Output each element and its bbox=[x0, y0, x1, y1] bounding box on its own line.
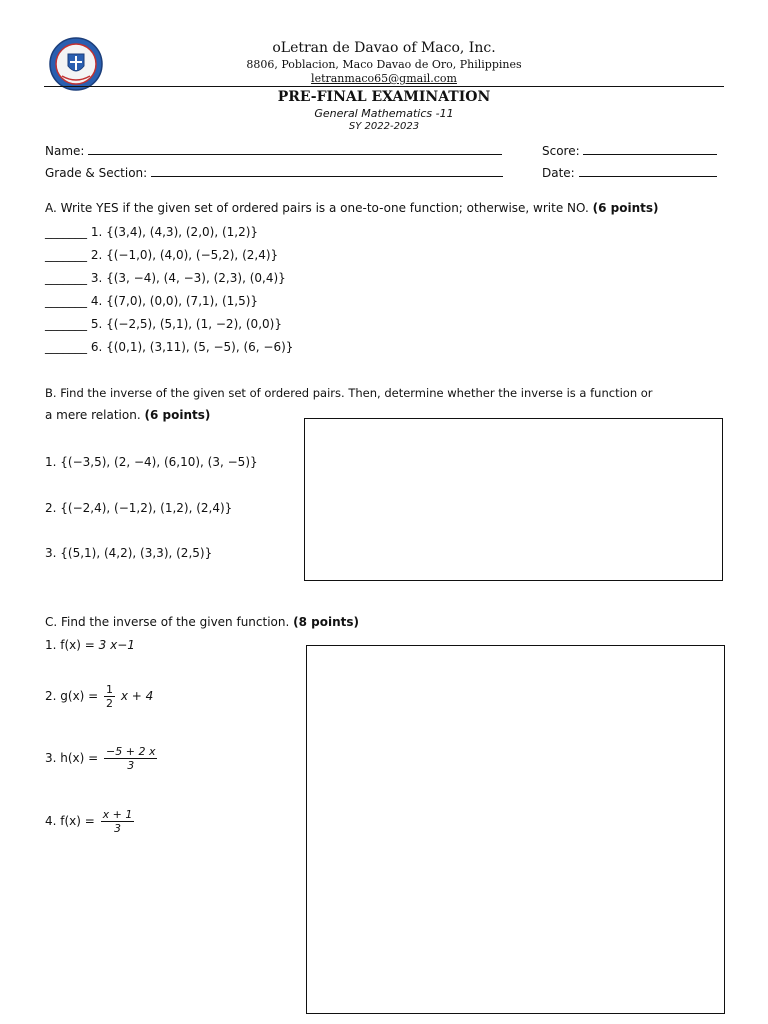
section-a-text: A. Write YES if the given set of ordered pairs is a one-to-one function; otherwise, write NO. bbox=[45, 201, 589, 215]
section-c-item bbox=[45, 808, 136, 835]
item-text: 2. {(−1,0), (4,0), (−5,2), (2,4)} bbox=[90, 248, 279, 262]
item-text: 4. {(7,0), (0,0), (7,1), (1,5)} bbox=[90, 294, 259, 308]
section-c-points: (8 points) bbox=[293, 615, 360, 629]
section-b-item: 3. {(5,1), (4,2), (3,3), (2,5)} bbox=[45, 546, 213, 560]
section-a-item bbox=[45, 340, 293, 354]
name-row bbox=[45, 142, 502, 158]
section-b-instruction-line2 bbox=[45, 408, 210, 422]
score-field[interactable] bbox=[583, 142, 717, 155]
function-label: 2. g(x) = bbox=[45, 689, 99, 703]
section-c-instruction bbox=[45, 615, 359, 629]
item-text: 6. {(0,1), (3,11), (5, −5), (6, −6)} bbox=[90, 340, 294, 354]
function-label: 4. f(x) = bbox=[45, 814, 95, 828]
school-email-link[interactable]: letranmaco65@gmail.com bbox=[311, 72, 457, 85]
section-b-item: 1. {(−3,5), (2, −4), (6,10), (3, −5)} bbox=[45, 455, 258, 469]
section-c-item bbox=[45, 638, 135, 652]
answer-blank[interactable]: _______ bbox=[45, 225, 87, 239]
item-text: 5. {(−2,5), (5,1), (1, −2), (0,0)} bbox=[90, 317, 282, 331]
date-row bbox=[542, 164, 717, 180]
fraction-numerator: 1 bbox=[106, 683, 114, 696]
fraction bbox=[104, 683, 115, 710]
exam-title: PRE-FINAL EXAMINATION bbox=[277, 89, 491, 105]
grade-section-row bbox=[45, 164, 503, 180]
school-year: SY 2022-2023 bbox=[348, 121, 420, 132]
fraction bbox=[104, 745, 157, 772]
item-text: 1. {(3,4), (4,3), (2,0), (1,2)} bbox=[90, 225, 259, 239]
fraction-numerator: x + 1 bbox=[102, 808, 133, 821]
fraction-numerator: −5 + 2 x bbox=[106, 745, 156, 758]
section-a-item bbox=[45, 294, 258, 308]
fraction-denominator: 3 bbox=[114, 822, 122, 835]
name-field[interactable] bbox=[88, 142, 502, 155]
answer-blank[interactable]: _______ bbox=[45, 271, 87, 285]
fraction-denominator: 2 bbox=[106, 697, 114, 710]
section-a-item bbox=[45, 248, 278, 262]
section-c-item bbox=[45, 683, 153, 710]
function-label: 1. f(x) = bbox=[45, 638, 95, 652]
section-a-points: (6 points) bbox=[592, 201, 659, 215]
section-b-text: a mere relation. bbox=[45, 408, 141, 422]
function-label: 3. h(x) = bbox=[45, 751, 99, 765]
section-b-answer-box[interactable] bbox=[304, 418, 723, 581]
grade-section-label: Grade & Section: bbox=[45, 166, 148, 180]
header-divider bbox=[44, 86, 724, 87]
score-label: Score: bbox=[542, 144, 580, 158]
fraction-denominator: 3 bbox=[127, 759, 135, 772]
fraction bbox=[101, 808, 135, 835]
item-text: 3. {(3, −4), (4, −3), (2,3), (0,4)} bbox=[90, 271, 286, 285]
school-address: 8806, Poblacion, Maco Davao de Oro, Philippines bbox=[246, 58, 522, 71]
answer-blank[interactable]: _______ bbox=[45, 340, 87, 354]
function-expression-tail: x + 4 bbox=[120, 689, 154, 703]
section-a-item bbox=[45, 271, 286, 285]
section-a-item bbox=[45, 317, 282, 331]
name-label: Name: bbox=[45, 144, 85, 158]
school-name: oLetran de Davao of Maco, Inc. bbox=[272, 40, 496, 56]
answer-blank[interactable]: _______ bbox=[45, 294, 87, 308]
answer-blank[interactable]: _______ bbox=[45, 248, 87, 262]
date-field[interactable] bbox=[579, 164, 717, 177]
grade-section-field[interactable] bbox=[151, 164, 503, 177]
section-c-item bbox=[45, 745, 159, 772]
section-a-instruction bbox=[45, 201, 658, 215]
section-c-answer-box[interactable] bbox=[306, 645, 725, 1014]
section-a-item bbox=[45, 225, 258, 239]
section-c-text: C. Find the inverse of the given function. bbox=[45, 615, 290, 629]
answer-blank[interactable]: _______ bbox=[45, 317, 87, 331]
exam-subject: General Mathematics -11 bbox=[314, 107, 454, 120]
score-row bbox=[542, 142, 717, 158]
section-b-item: 2. {(−2,4), (−1,2), (1,2), (2,4)} bbox=[45, 501, 233, 515]
function-expression: 3 x−1 bbox=[98, 638, 135, 652]
section-b-points: (6 points) bbox=[144, 408, 211, 422]
section-b-instruction-line1: B. Find the inverse of the given set of ordered pairs. Then, determine whether the inverse is a function or bbox=[45, 386, 653, 400]
date-label: Date: bbox=[542, 166, 575, 180]
